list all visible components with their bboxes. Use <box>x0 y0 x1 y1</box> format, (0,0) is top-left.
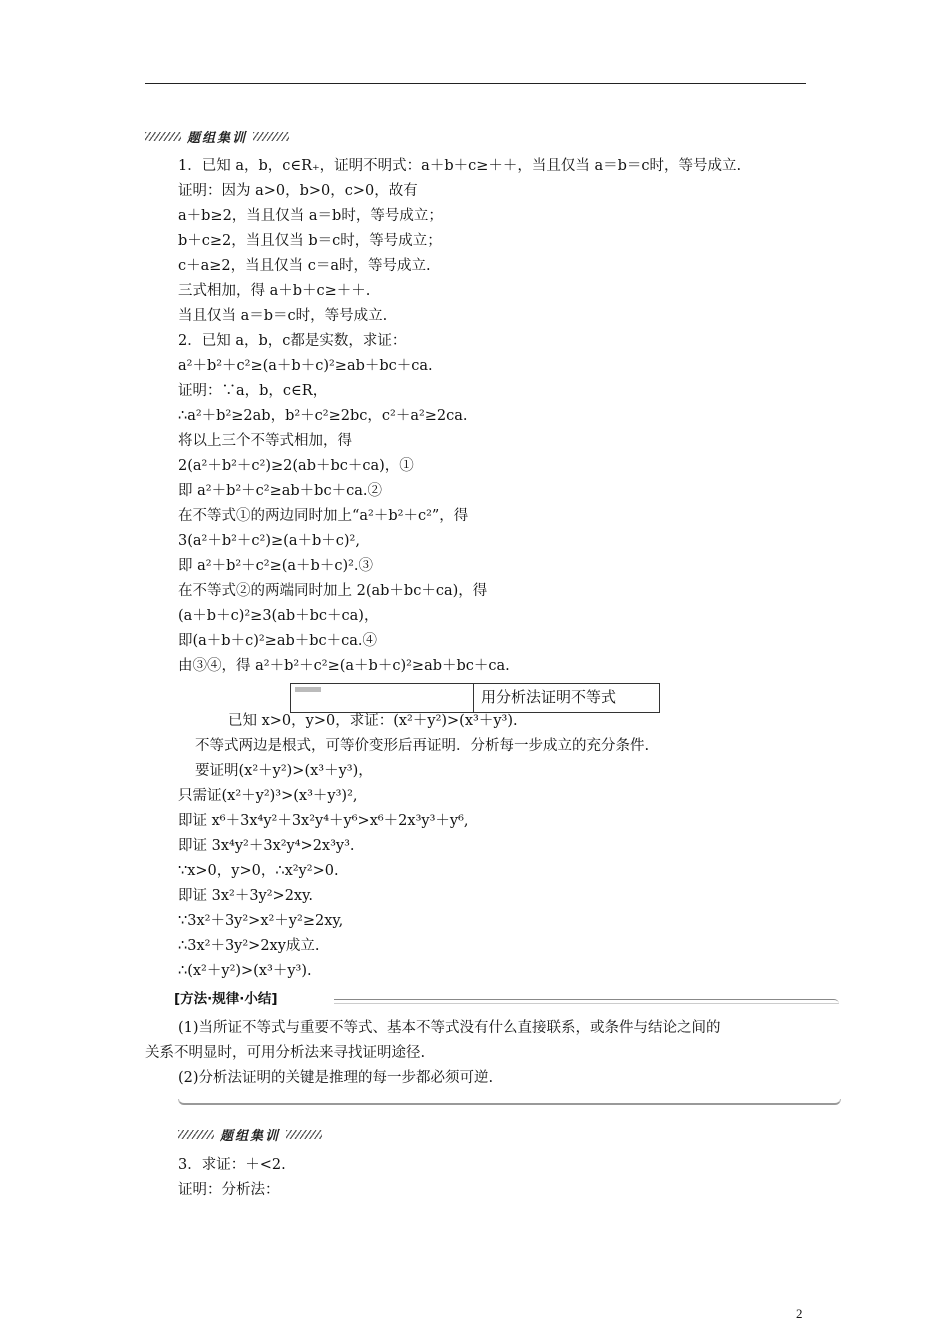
hatch-decoration-icon <box>253 132 289 141</box>
example-line: 即证 x⁶＋3x⁴y²＋3x²y⁴＋y⁶>x⁶＋2x³y³＋y⁶, <box>178 813 469 829</box>
example-line: 即证 3x²＋3y²>2xy. <box>178 888 313 904</box>
method-line: (2)分析法证明的关键是推理的每一步都必须可逆. <box>178 1070 494 1086</box>
problem-line: b＋c≥2，当且仅当 b＝c时，等号成立； <box>178 233 442 249</box>
problem-line: 当且仅当 a＝b＝c时，等号成立. <box>178 308 388 324</box>
problem-line: 3(a²＋b²＋c²)≥(a＋b＋c)², <box>178 533 360 549</box>
problem-line: 由③④，得 a²＋b²＋c²≥(a＋b＋c)²≥ab＋bc＋ca. <box>178 658 510 674</box>
section-label <box>145 128 289 144</box>
method-line: (1)当所证不等式与重要不等式、基本不等式没有什么直接联系，或条件与结论之间的 <box>178 1020 721 1036</box>
header-rule <box>145 83 806 84</box>
problem-line: 2(a²＋b²＋c²)≥2(ab＋bc＋ca)，① <box>178 458 414 474</box>
example-line: ∵3x²＋3y²>x²＋y²≥2xy, <box>178 913 344 929</box>
example-line: 已知 x>0，y>0，求证：(x²＋y²)>(x³＋y³). <box>228 713 518 729</box>
problem-line: 证明：分析法： <box>178 1182 280 1198</box>
problem-line: 即(a＋b＋c)²≥ab＋bc＋ca.④ <box>178 633 378 649</box>
problem-line: 将以上三个不等式相加，得 <box>178 433 352 449</box>
section-label-text: 题组集训 <box>220 1128 281 1144</box>
problem-line: 1．已知 a，b，c∈R₊，证明不明式：a＋b＋c≥＋＋，当且仅当 a＝b＝c时，等号成立. <box>178 158 742 174</box>
problem-line: 在不等式①的两边同时加上“a²＋b²＋c²”，得 <box>178 508 469 524</box>
problem-line: (a＋b＋c)²≥3(ab＋bc＋ca)， <box>178 608 379 624</box>
problem-line: ∴a²＋b²≥2ab，b²＋c²≥2bc，c²＋a²≥2ca. <box>178 408 468 424</box>
method-line: 关系不明显时，可用分析法来寻找证明途径. <box>145 1045 426 1061</box>
problem-line: a＋b≥2，当且仅当 a＝b时，等号成立； <box>178 208 443 224</box>
topic-title-box <box>290 683 660 713</box>
method-summary-rule <box>334 999 839 1004</box>
hatch-decoration-icon <box>145 132 181 141</box>
method-summary-title: [方法·规律·小结] <box>174 991 278 1007</box>
example-line: 要证明(x²＋y²)>(x³＋y³)， <box>195 763 373 779</box>
section-label <box>178 1126 322 1142</box>
example-line: ∵x>0，y>0，∴x²y²>0. <box>178 863 339 879</box>
problem-line: 2．已知 a，b，c都是实数，求证： <box>178 333 407 349</box>
topic-title-box-left <box>291 684 474 712</box>
problem-line: 即 a²＋b²＋c²≥(a＋b＋c)².③ <box>178 558 374 574</box>
example-line: ∴(x²＋y²)>(x³＋y³). <box>178 963 312 979</box>
method-summary-bottom-border <box>178 1099 841 1105</box>
problem-line: 3．求证：＋<2. <box>178 1157 286 1173</box>
problem-line: 证明：∵a，b，c∈R， <box>178 383 328 399</box>
example-line: 不等式两边是根式，可等价变形后再证明．分析每一步成立的充分条件. <box>195 738 650 754</box>
problem-line: 证明：因为 a>0，b>0，c>0，故有 <box>178 183 418 199</box>
example-line: 只需证(x²＋y²)³>(x³＋y³)², <box>178 788 358 804</box>
section-label-text: 题组集训 <box>187 130 248 146</box>
page-number: 2 <box>796 1306 803 1321</box>
topic-tag-icon <box>295 687 321 692</box>
problem-line: 三式相加，得 a＋b＋c≥＋＋. <box>178 283 371 299</box>
example-line: ∴3x²＋3y²>2xy成立. <box>178 938 320 954</box>
problem-line: 即 a²＋b²＋c²≥ab＋bc＋ca.② <box>178 483 382 499</box>
hatch-decoration-icon <box>178 1130 214 1139</box>
problem-line: a²＋b²＋c²≥(a＋b＋c)²≥ab＋bc＋ca. <box>178 358 433 374</box>
problem-line: 在不等式②的两端同时加上 2(ab＋bc＋ca)，得 <box>178 583 488 599</box>
topic-title: 用分析法证明不等式 <box>481 688 617 706</box>
example-line: 即证 3x⁴y²＋3x²y⁴>2x³y³. <box>178 838 355 854</box>
problem-line: c＋a≥2，当且仅当 c＝a时，等号成立. <box>178 258 431 274</box>
hatch-decoration-icon <box>286 1130 322 1139</box>
